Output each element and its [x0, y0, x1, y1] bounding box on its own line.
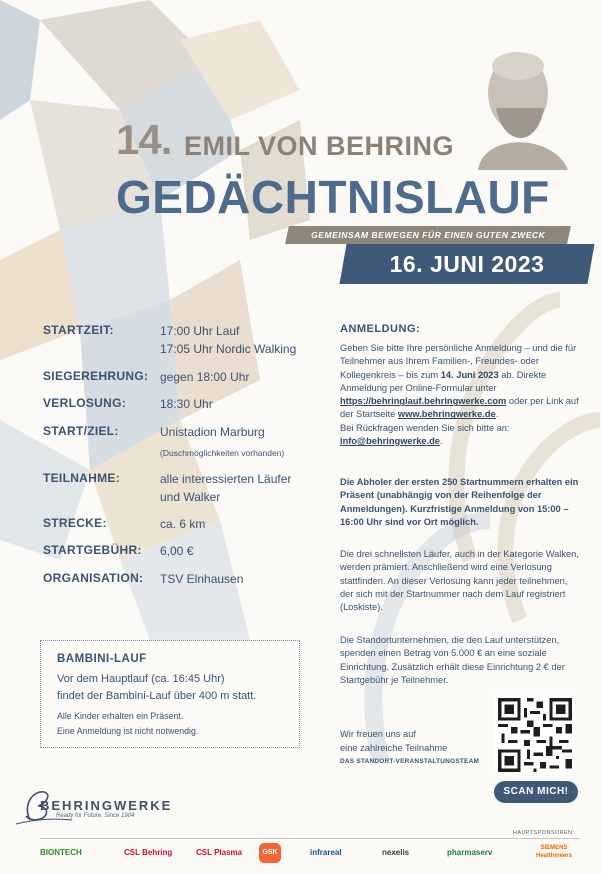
value-organisation: TSV Elnhausen — [160, 572, 244, 586]
value-startzeit-walking: 17:05 Uhr Nordic Walking — [160, 342, 297, 356]
praesent-paragraph: Die Abholer der ersten 250 Startnummern erhalten ein Präsent (unabhängig von der Reihenfolge der Anmeldungen). Kurzfristige Anmeldung von 15:00 – 16:00 Uhr sind vor Ort möglich. — [340, 477, 579, 527]
label-verlosung: VERLOSUNG: — [43, 396, 127, 410]
event-date: 16. JUNI 2023 — [389, 251, 545, 277]
motto-ribbon — [285, 226, 571, 244]
anmeldung-text-b: ab. Direkte Anmeldung per Online-Formular unter — [340, 369, 547, 393]
sponsors-label: HAUPTSPONSOREN: — [513, 830, 575, 836]
label-organisation: ORGANISATION: — [43, 571, 144, 585]
label-siegerehrung: SIEGEREHRUNG: — [43, 369, 149, 383]
value-siegerehrung: gegen 18:00 Uhr — [160, 370, 250, 384]
label-strecke: STRECKE: — [43, 516, 107, 530]
edition-number: 14. — [116, 116, 172, 163]
scan-me-button[interactable]: SCAN MICH! — [494, 781, 578, 803]
bambini-box — [40, 640, 300, 748]
anmeldung-text-f: . — [439, 436, 443, 447]
value-startgebuehr: 6,00 € — [160, 544, 194, 558]
anmeldung-paragraph — [340, 342, 580, 448]
sponsor-csl-plasma: CSL Plasma — [196, 848, 243, 857]
sponsor-pharmaserv: pharmaserv — [447, 848, 493, 857]
anmeldung-deadline: 14. Juni 2023 — [440, 369, 499, 380]
label-start-ziel: START/ZIEL: — [43, 424, 119, 438]
bambini-line-2: findet der Bambini-Lauf über 400 m statt. — [57, 690, 257, 702]
value-verlosung: 18:30 Uhr — [160, 397, 213, 411]
value-duschen: (Duschmöglichkeiten vorhanden) — [160, 448, 285, 458]
label-teilnahme: TEILNAHME: — [43, 471, 120, 485]
sponsor-biontech: BIONTECH — [40, 848, 82, 857]
label-startgebuehr: STARTGEBÜHR: — [43, 543, 142, 557]
qr-code[interactable] — [495, 695, 575, 775]
anmeldung-heading: ANMELDUNG: — [340, 323, 421, 335]
anmeldung-text-a: Geben Sie bitte Ihre persönliche Anmeldung – und die für Teilnehmer aus Ihrem Familien-, Freundes- oder Kollegenkreis – bis zum — [340, 343, 577, 380]
bambini-title: BAMBINI-LAUF — [57, 653, 147, 665]
anmeldung-text-c: oder per Link auf der Startseite — [340, 396, 579, 420]
closing-text — [340, 727, 447, 755]
portrait-engraving — [458, 38, 600, 170]
title-gedaechtnislauf: GEDÄCHTNISLAUF — [116, 171, 550, 223]
sponsor-siemens-healthineers: SIEMENS Healthineers — [535, 845, 572, 859]
praemierung-paragraph: Die drei schnellsten Läufer, auch in der Kategorie Walken, werden prämiert. Anschließend wird eine Verlosung stattfinden. An dieser Verlosung kann jeder teilnehmen, der sich mit der Startnummer nach dem Lauf registriert (Loskiste). — [340, 549, 579, 613]
bambini-line-4: Eine Anmeldung ist nicht notwendig. — [57, 726, 199, 736]
sponsor-nexelis: nexelis — [382, 848, 410, 857]
website-link[interactable]: www.behringwerke.de — [397, 409, 496, 420]
behringwerke-name: BEHRINGWERKE — [40, 798, 173, 813]
label-startzeit: STARTZEIT: — [43, 323, 114, 337]
sponsor-divider — [40, 838, 580, 839]
sponsor-gsk: GSK — [259, 843, 281, 863]
value-strecke: ca. 6 km — [160, 517, 206, 531]
bambini-line-1: Vor dem Hauptlauf (ca. 16:45 Uhr) — [57, 673, 225, 685]
bambini-line-3: Alle Kinder erhalten ein Präsent. — [57, 711, 184, 721]
value-teilnahme-1: alle interessierten Läufer — [160, 472, 292, 486]
value-teilnahme-2: und Walker — [160, 490, 221, 504]
behringwerke-tagline: Ready for Future. Since 1904 — [56, 813, 135, 819]
spende-paragraph: Die Standortunternehmen, die den Lauf unterstützen, spenden einen Betrag von 5.000 € an eine soziale Einrichtung. Zusätzlich erhält diese Einrichtung 2 € der Startgebühr je Teilnehmer. — [340, 635, 565, 685]
registration-link[interactable]: https://behringlauf.behringwerke.com — [340, 396, 507, 407]
title-emil-von-behring: EMIL VON BEHRING — [184, 131, 455, 161]
closing-team: DAS STANDORT-VERANSTALTUNGSTEAM — [340, 758, 480, 765]
closing-line-2: eine zahlreiche Teilnahme — [340, 743, 448, 753]
sponsor-infrareal: infrareal — [310, 848, 342, 857]
value-start-ziel: Unistadion Marburg — [160, 425, 265, 439]
motto-text: GEMEINSAM BEWEGEN FÜR EINEN GUTEN ZWECK — [310, 230, 546, 240]
closing-line-1: Wir freuen uns auf — [340, 729, 416, 739]
anmeldung-text-d: . — [495, 409, 499, 420]
email-link[interactable]: info@behringwerke.de — [340, 436, 440, 447]
value-startzeit-lauf: 17:00 Uhr Lauf — [160, 324, 240, 338]
anmeldung-text-e: Bei Rückfragen wenden Sie sich bitte an: — [340, 422, 510, 433]
sponsor-csl-behring: CSL Behring — [124, 848, 173, 857]
